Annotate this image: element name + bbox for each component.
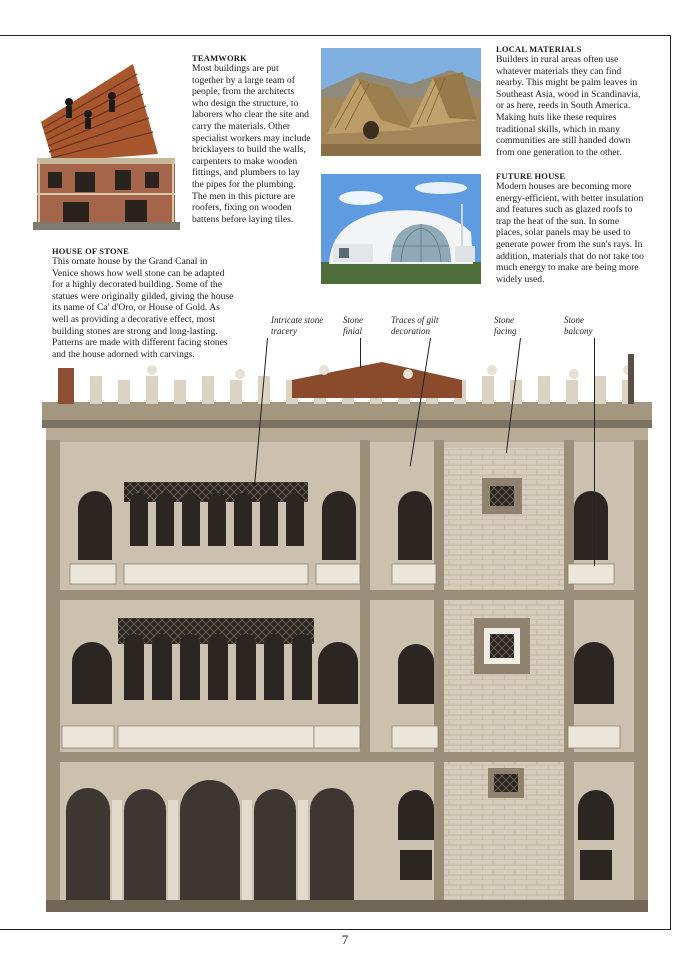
local-materials-section — [496, 44, 646, 158]
reed-huts-photo — [321, 48, 481, 156]
teamwork-photo — [33, 62, 180, 230]
house-of-stone-heading: HOUSE OF STONE — [52, 246, 129, 256]
roofers-illustration — [33, 62, 180, 230]
future-house-heading: FUTURE HOUSE — [496, 171, 566, 181]
label-stone-balcony: Stone balcony — [564, 315, 593, 336]
local-materials-body: Builders in rural areas often use whatever materials they can find nearby. This might be palm leaves in Southeast Asia, wood in Scandinavia, or as here, reeds in South America. Making huts like these requires traditional skills, which in many communities are still handed down from one generation to the other. — [496, 54, 641, 158]
local-materials-heading: LOCAL MATERIALS — [496, 44, 582, 54]
label-intricate-stone-tracery: Intricate stone tracery — [271, 315, 324, 336]
label-stone-finial: Stone finial — [343, 315, 363, 336]
future-house-body: Modern houses are becoming more energy-efficient, with better insulation and features such as glazed roofs to trap the heat of the sun. In some places, solar panels may be used to generate power from the sun's rays. In addition, materials that do not take too much energy to make are being more widely used. — [496, 181, 644, 285]
future-house-section — [496, 171, 646, 285]
reed-huts-illustration — [321, 48, 481, 156]
future-house-photo — [321, 174, 481, 284]
house-of-stone-body: This ornate house by the Grand Canal in Venice shows how well stone can be adapted for a highly decorated building. Some of the statues were originally gilded, giving the house its name of Ca' d'Oro, or House of Gold. As well as providing a decorative effect, most building stones are strong and long-lasting. Patterns are made with different facing stones and the house adorned with carvings. — [52, 256, 234, 360]
teamwork-section — [192, 53, 312, 225]
leader-balcony — [594, 338, 595, 566]
ca-doro-facade-photo — [42, 340, 652, 912]
label-traces-of-gilt: Traces of gilt decoration — [391, 315, 439, 336]
teamwork-body: Most buildings are put together by a large team of people, from the architects who design the structure, to laborers who clear the site and carry the materials. Other specialist workers may include bricklayers to build the walls, carpenters to make wooden fittings, and plumbers to lay the pipes for the plumbing. The men in this picture are roofers, fixing on wooden battens before laying tiles. — [192, 63, 311, 225]
leader-finial — [360, 338, 361, 368]
page-number: 7 — [341, 932, 349, 947]
venetian-palace-illustration — [42, 340, 652, 912]
teamwork-heading: TEAMWORK — [192, 53, 247, 63]
label-stone-facing: Stone facing — [494, 315, 517, 336]
dome-house-illustration — [321, 174, 481, 284]
